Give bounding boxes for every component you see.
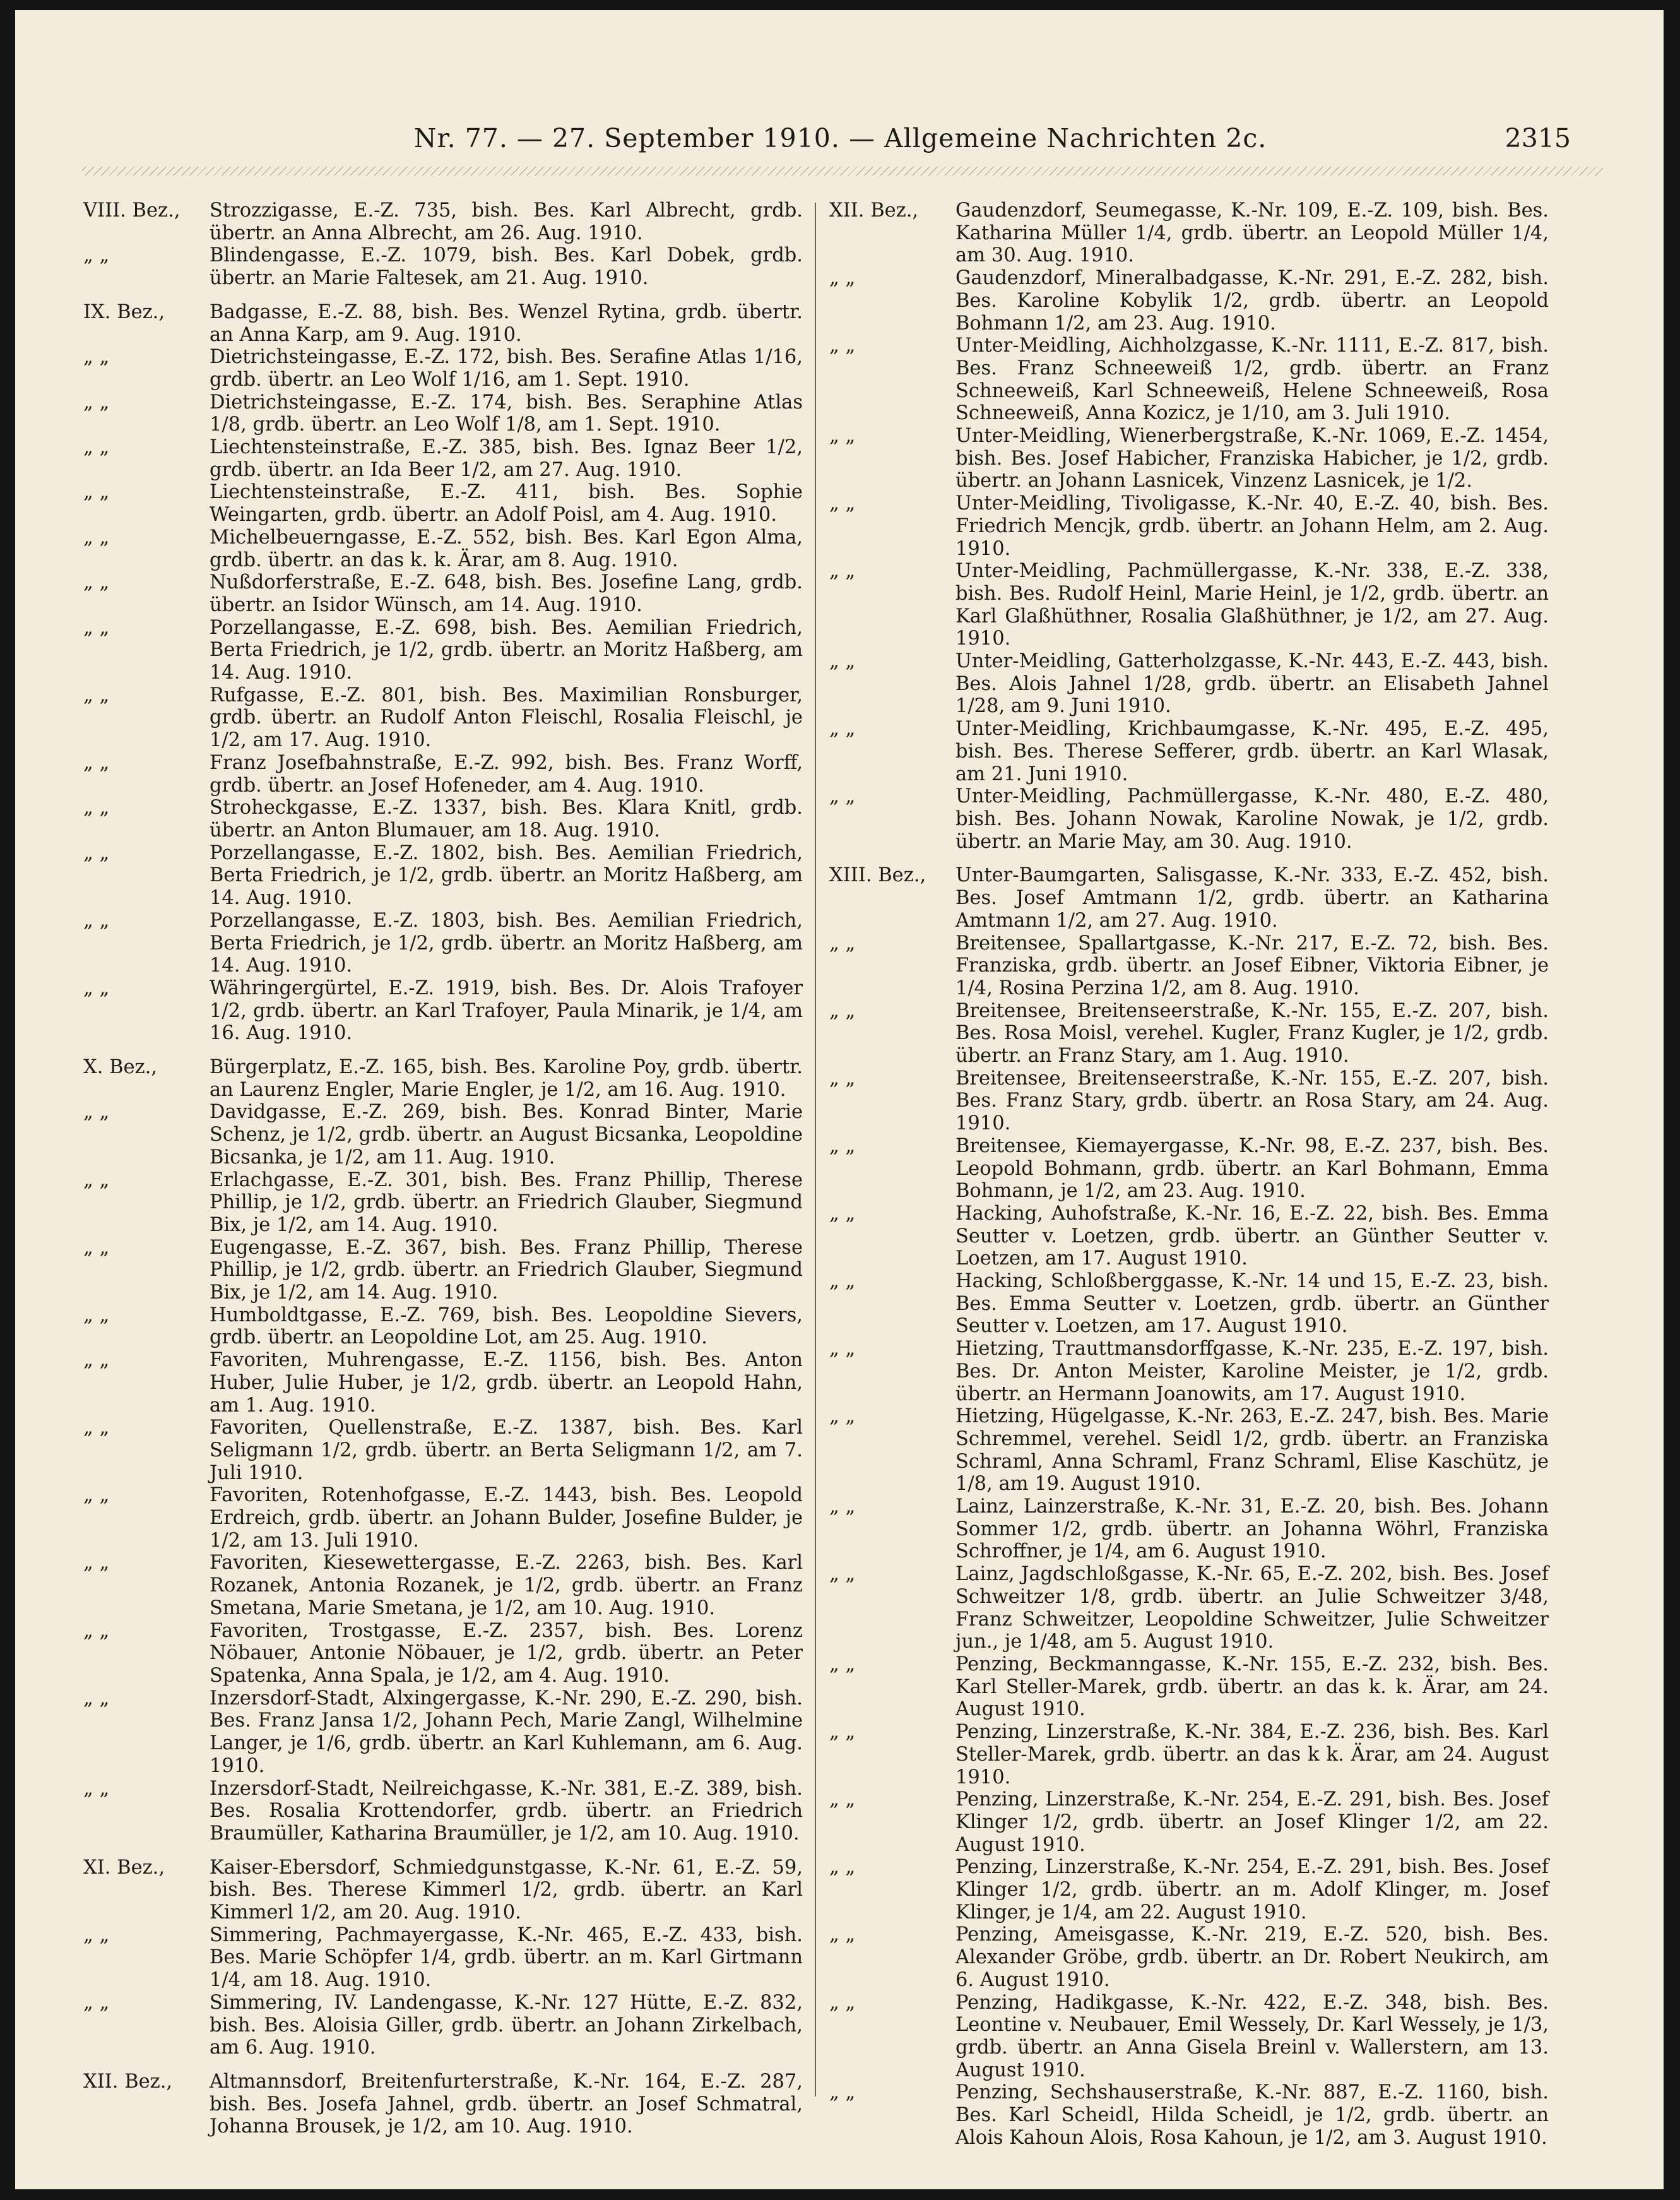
entry-district-label: „ „ — [829, 1495, 856, 1518]
entry-text: Favoriten, Muhrengasse, E.-Z. 1156, bish. Bes. Anton Huber, Julie Huber, je 1/2, grdb. übertr. an Leopold Hahn, am 1. Aug. 1910. — [210, 1349, 803, 1417]
entry-text: Altmannsdorf, Breitenfurterstraße, K.-Nr. 164, E.-Z. 287, bish. Bes. Josefa Jahnel, grdb. übertr. an Josef Schmatral, Johanna Brousek, je 1/2, am 10. Aug. 1910. — [210, 2070, 803, 2138]
entry-text: Penzing, Sechshauserstraße, K.-Nr. 887, E.-Z. 1160, bish. Bes. Karl Scheidl, Hilda Scheidl, je 1/2, grdb. übertr. an Alois Kahoun Alois, Rosa Kahoun, je 1/2, am 3. August 1910. — [955, 2081, 1549, 2149]
entry-district-label: „ „ — [83, 571, 110, 594]
entry-district-label: „ „ — [83, 1991, 110, 2014]
entry-district-label: „ „ — [829, 1405, 856, 1428]
column-divider — [815, 203, 816, 2096]
entry-text: Erlachgasse, E.-Z. 301, bish. Bes. Franz Phillip, Therese Phillip, je 1/2, grdb. übertr. an Friedrich Glauber, Siegmund Bix, je 1/2, am 14. Aug. 1910. — [210, 1168, 803, 1236]
entry-district-label: „ „ — [83, 1484, 110, 1507]
header-title: Nr. 77. — 27. September 1910. — Allgemeine Nachrichten 2c. — [413, 123, 1267, 153]
entry-text: Favoriten, Quellenstraße, E.-Z. 1387, bish. Bes. Karl Seligmann 1/2, grdb. übertr. an Berta Seligmann 1/2, am 7. Juli 1910. — [210, 1417, 803, 1484]
register-entry — [829, 1495, 1549, 1563]
entry-text: Bürgerplatz, E.-Z. 165, bish. Bes. Karoline Poy, grdb. übertr. an Laurenz Engler, Marie Engler, je 1/2, am 16. Aug. 1910. — [210, 1056, 803, 1101]
entry-text: Eugengasse, E.-Z. 367, bish. Bes. Franz Phillip, Therese Phillip, je 1/2, grdb. übertr. an Friedrich Glauber, Siegmund Bix, je 1/2, am 14. Aug. 1910. — [210, 1236, 803, 1304]
entry-text: Lainz, Jagdschloßgasse, K.-Nr. 65, E.-Z. 202, bish. Bes. Josef Schweitzer 1/8, grdb. übertr. an Julie Schweitzer 3/48, Franz Schweitzer, Leopoldine Schweitzer, Julie Schweitzer jun., je 1/48, am 5. August 1910. — [955, 1563, 1549, 1653]
entry-text: Breitensee, Breitenseerstraße, K.-Nr. 155, E.-Z. 207, bish. Bes. Franz Stary, grdb. übertr. an Rosa Stary, am 24. Aug. 1910. — [955, 1067, 1549, 1135]
entry-text: Favoriten, Kiesewettergasse, E.-Z. 2263, bish. Bes. Karl Rozanek, Antonia Rozanek, je 1/2, grdb. übertr. an Franz Smetana, Marie Smetana, je 1/2, am 10. Aug. 1910. — [210, 1552, 803, 1619]
register-entry — [83, 481, 803, 526]
register-entry — [829, 785, 1549, 853]
entry-district-label: „ „ — [83, 1101, 110, 1124]
entry-district-label: „ „ — [829, 1134, 856, 1157]
register-entry — [83, 752, 803, 797]
register-entry — [829, 1856, 1549, 1924]
entry-text: Gaudenzdorf, Mineralbadgasse, K.-Nr. 291, E.-Z. 282, bish. Bes. Karoline Kobylik 1/2, grdb. übertr. an Leopold Bohmann 1/2, am 23. Aug. 1910. — [955, 267, 1549, 335]
entry-text: Porzellangasse, E.-Z. 1802, bish. Bes. Aemilian Friedrich, Berta Friedrich, je 1/2, grdb. übertr. an Moritz Haßberg, am 14. Aug. 1910. — [210, 841, 803, 910]
entry-district-label: „ „ — [829, 650, 856, 673]
entry-district-label: „ „ — [83, 1924, 110, 1946]
entry-text: Unter-Meidling, Pachmüllergasse, K.-Nr. 338, E.-Z. 338, bish. Bes. Rudolf Heinl, Marie Heinl, je 1/2, grdb. übertr. an Karl Glaßhüthner, Rosalia Glaßhüthner, je 1/2, am 27. Aug. 1910. — [955, 560, 1549, 650]
entry-district-label: „ „ — [829, 785, 856, 808]
register-entry — [83, 1620, 803, 1687]
entry-text: Dietrichsteingasse, E.-Z. 172, bish. Bes. Serafine Atlas 1/16, grdb. übertr. an Leo Wolf 1/16, am 1. Sept. 1910. — [210, 346, 803, 391]
entry-district-label: „ „ — [83, 616, 110, 639]
entry-text: Lainz, Lainzerstraße, K.-Nr. 31, E.-Z. 20, bish. Bes. Johann Sommer 1/2, grdb. übertr. an Johanna Wöhrl, Franziska Schroffner, je 1/4, am 6. August 1910. — [955, 1495, 1549, 1563]
entry-district-label: XII. Bez., — [829, 199, 919, 222]
register-entry — [83, 1552, 803, 1619]
entry-text: Hietzing, Hügelgasse, K.-Nr. 263, E.-Z. 247, bish. Bes. Marie Schremmel, verehel. Seidl 1/2, grdb. übertr. an Franziska Schraml, Anna Schraml, Franz Schraml, Elise Kaschütz, je 1/8, am 19. August 1910. — [955, 1405, 1549, 1495]
entry-district-label: „ „ — [829, 425, 856, 448]
entry-district-label: VIII. Bez., — [83, 199, 180, 222]
register-entry — [829, 1924, 1549, 1991]
entry-district-label: IX. Bez., — [83, 300, 165, 323]
register-entry — [83, 684, 803, 752]
register-entry — [83, 1349, 803, 1417]
entry-district-label: „ „ — [83, 841, 110, 864]
entry-text: Blindengasse, E.-Z. 1079, bish. Bes. Karl Dobek, grdb. übertr. an Marie Faltesek, am 21. Aug. 1910. — [210, 244, 803, 290]
entry-district-label: „ „ — [83, 1619, 110, 1642]
register-entry — [83, 1169, 803, 1237]
entry-text: Breitensee, Spallartgasse, K.-Nr. 217, E.-Z. 72, bish. Bes. Franziska, grdb. übertr. an Josef Eibner, Viktoria Eibner, je 1/4, Rosina Perzina 1/2, am 8. Aug. 1910. — [955, 932, 1549, 999]
entry-district-label: XIII. Bez., — [829, 864, 926, 887]
left-column — [83, 199, 803, 2138]
entry-district-label: „ „ — [83, 346, 110, 369]
document-page — [15, 10, 1664, 2189]
entry-text: Nußdorferstraße, E.-Z. 648, bish. Bes. Josefine Lang, grdb. übertr. an Isidor Wünsch, am 14. Aug. 1910. — [210, 571, 803, 616]
register-entry — [83, 436, 803, 481]
register-entry — [83, 617, 803, 684]
entry-text: Hacking, Schloßberggasse, K.-Nr. 14 und 15, E.-Z. 23, bish. Bes. Emma Seutter v. Loetzen, grdb. übertr. an Günther Seutter v. Loetzen, am 17. August 1910. — [955, 1270, 1549, 1338]
register-entry — [83, 571, 803, 616]
register-entry — [829, 267, 1549, 335]
entry-text: Breitensee, Breitenseerstraße, K.-Nr. 155, E.-Z. 207, bish. Bes. Rosa Moisl, verehel. Kugler, Franz Kugler, je 1/2, grdb. übertr. an Franz Stary, am 1. Aug. 1910. — [955, 999, 1549, 1067]
entry-text: Davidgasse, E.-Z. 269, bish. Bes. Konrad Binter, Marie Schenz, je 1/2, grdb. übertr. an August Bicsanka, Leopoldine Bicsanka, je 1/2, am 11. Aug. 1910. — [210, 1101, 803, 1168]
entry-district-label: „ „ — [829, 1991, 856, 2014]
entry-text: Liechtensteinstraße, E.-Z. 411, bish. Bes. Sophie Weingarten, grdb. übertr. an Adolf Poisl, am 4. Aug. 1910. — [210, 481, 803, 526]
register-entry — [83, 1857, 803, 1924]
entry-district-label: „ „ — [83, 751, 110, 774]
register-entry — [83, 199, 803, 244]
entry-text: Unter-Meidling, Pachmüllergasse, K.-Nr. 480, E.-Z. 480, bish. Bes. Johann Nowak, Karoline Nowak, je 1/2, grdb. übertr. an Marie May, am 30. Aug. 1910. — [955, 785, 1549, 853]
header-rule — [82, 167, 1603, 175]
register-entry — [83, 842, 803, 910]
entry-text: Breitensee, Kiemayergasse, K.-Nr. 98, E.-Z. 237, bish. Bes. Leopold Bohmann, grdb. übertr. an Karl Bohmann, Emma Bohmann, je 1/2, am 23. Aug. 1910. — [955, 1134, 1549, 1203]
register-entry — [829, 650, 1549, 718]
entry-text: Humboldtgasse, E.-Z. 769, bish. Bes. Leopoldine Sievers, grdb. übertr. an Leopoldine Lot, am 25. Aug. 1910. — [210, 1304, 803, 1349]
entry-district-label: „ „ — [83, 1236, 110, 1259]
register-entry — [83, 1056, 803, 1101]
entry-text: Unter-Meidling, Wienerbergstraße, K.-Nr. 1069, E.-Z. 1454, bish. Bes. Josef Habicher, Franziska Habicher, je 1/2, grdb. übertr. an Johann Lasnicek, Vinzenz Lasnicek, je 1/2. — [955, 425, 1549, 492]
register-entry — [83, 797, 803, 841]
entry-district-label: „ „ — [83, 684, 110, 706]
entry-text: Unter-Meidling, Krichbaumgasse, K.-Nr. 495, E.-Z. 495, bish. Bes. Therese Sefferer, grdb. übertr. an Karl Wlasak, am 21. Juni 1910. — [955, 718, 1549, 785]
page-header — [110, 121, 1571, 156]
entry-text: Porzellangasse, E.-Z. 1803, bish. Bes. Aemilian Friedrich, Berta Friedrich, je 1/2, grdb. übertr. an Moritz Haßberg, am 14. Aug. 1910. — [210, 909, 803, 977]
entry-text: Simmering, Pachmayergasse, K.-Nr. 465, E.-Z. 433, bish. Bes. Marie Schöpfer 1/4, grdb. übertr. an m. Karl Girtmann 1/4, am 18. Aug. 1910. — [210, 1924, 803, 1992]
entry-text: Penzing, Linzerstraße, K.-Nr. 384, E.-Z. 236, bish. Bes. Karl Steller-Marek, grdb. übertr. an das k k. Ärar, am 24. August 1910. — [955, 1721, 1549, 1788]
register-entry — [83, 977, 803, 1045]
entry-text: Währingergürtel, E.-Z. 1919, bish. Bes. Dr. Alois Trafoyer 1/2, grdb. übertr. an Karl Trafoyer, Paula Minarik, je 1/4, am 16. Aug. 1910. — [210, 977, 803, 1045]
entry-text: Penzing, Hadikgasse, K.-Nr. 422, E.-Z. 348, bish. Bes. Leontine v. Neubauer, Emil Wessely, Dr. Karl Wessely, je 1/3, grdb. übertr. an Anna Gisela Breinl v. Wallerstern, am 13. August 1910. — [955, 1991, 1549, 2081]
entry-district-label: „ „ — [83, 797, 110, 819]
register-entry — [829, 1338, 1549, 1405]
register-entry — [829, 1563, 1549, 1653]
entry-text: Dietrichsteingasse, E.-Z. 174, bish. Bes. Seraphine Atlas 1/8, grdb. übertr. an Leo Wolf 1/8, am 1. Sept. 1910. — [210, 391, 803, 436]
entry-text: Stroheckgasse, E.-Z. 1337, bish. Bes. Klara Knitl, grdb. übertr. an Anton Blumauer, am 18. Aug. 1910. — [210, 797, 803, 841]
entry-text: Unter-Meidling, Tivoligasse, K.-Nr. 40, E.-Z. 40, bish. Bes. Friedrich Mencjk, grdb. übertr. an Johann Helm, am 2. Aug. 1910. — [955, 492, 1549, 560]
entry-text: Hietzing, Trauttmansdorffgasse, K.-Nr. 235, E.-Z. 197, bish. Bes. Dr. Anton Meister, Karoline Meister, je 1/2, grdb. übertr. an Hermann Joanowits, am 17. August 1910. — [955, 1338, 1549, 1405]
entry-text: Inzersdorf-Stadt, Neilreichgasse, K.-Nr. 381, E.-Z. 389, bish. Bes. Rosalia Krottendorfer, grdb. übertr. an Friedrich Braumüller, Katharina Braumüller, je 1/2, am 10. Aug. 1910. — [210, 1777, 803, 1845]
entry-district-label: XII. Bez., — [83, 2070, 173, 2093]
entry-district-label: „ „ — [83, 436, 110, 459]
register-entry — [83, 526, 803, 571]
register-entry — [83, 1992, 803, 2059]
entry-district-label: „ „ — [829, 1202, 856, 1225]
entry-district-label: „ „ — [83, 526, 110, 549]
register-entry — [83, 1778, 803, 1845]
entry-text: Badgasse, E.-Z. 88, bish. Bes. Wenzel Rytina, grdb. übertr. an Anna Karp, am 9. Aug. 1910. — [210, 300, 803, 346]
entry-text: Porzellangasse, E.-Z. 698, bish. Bes. Aemilian Friedrich, Berta Friedrich, je 1/2, grdb. übertr. an Moritz Haßberg, am 14. Aug. 1910. — [210, 616, 803, 684]
entry-district-label: „ „ — [83, 1349, 110, 1372]
register-entry — [83, 1924, 803, 1992]
register-entry — [83, 910, 803, 977]
page-number: 2315 — [1505, 123, 1571, 153]
register-entry — [829, 199, 1549, 267]
register-entry — [829, 1135, 1549, 1203]
entry-district-label: „ „ — [83, 1168, 110, 1191]
entry-text: Favoriten, Rotenhofgasse, E.-Z. 1443, bish. Bes. Leopold Erdreich, grdb. übertr. an Johann Bulder, Josefine Bulder, je 1/2, am 13. Juli 1910. — [210, 1484, 803, 1552]
register-entry — [829, 932, 1549, 1000]
entry-district-label: „ „ — [83, 977, 110, 999]
entry-text: Strozzigasse, E.-Z. 735, bish. Bes. Karl Albrecht, grdb. übertr. an Anna Albrecht, am 26. Aug. 1910. — [210, 199, 803, 244]
register-entry — [83, 1687, 803, 1778]
entry-district-label: X. Bez., — [83, 1056, 158, 1079]
register-entry — [83, 391, 803, 436]
register-entry — [83, 301, 803, 346]
entry-district-label: „ „ — [83, 1552, 110, 1574]
entry-text: Inzersdorf-Stadt, Alxingergasse, K.-Nr. 290, E.-Z. 290, bish. Bes. Franz Jansa 1/2, Johann Pech, Marie Zangl, Wilhelmine Langer, je 1/6, grdb. übertr. an Karl Kuhlemann, am 6. Aug. 1910. — [210, 1687, 803, 1777]
entry-district-label: „ „ — [83, 244, 110, 267]
register-entry — [829, 1721, 1549, 1788]
register-entry — [829, 1653, 1549, 1721]
register-entry — [83, 1417, 803, 1484]
entry-district-label: „ „ — [83, 1304, 110, 1326]
register-entry — [829, 425, 1549, 492]
right-column — [829, 199, 1549, 2149]
register-entry — [83, 1484, 803, 1552]
entry-text: Unter-Meidling, Aichholzgasse, K.-Nr. 1111, E.-Z. 817, bish. Bes. Franz Schneeweiß 1/2, grdb. übertr. an Franz Schneeweiß, Karl Schneeweiß, Helene Schneeweiß, Rosa Schneeweiß, Anna Kozicz, je 1/10, am 3. Juli 1910. — [955, 335, 1549, 425]
entry-text: Penzing, Beckmanngasse, K.-Nr. 155, E.-Z. 232, bish. Bes. Karl Steller-Marek, grdb. übertr. an das k. k. Ärar, am 24. August 1910. — [955, 1653, 1549, 1721]
register-entry — [829, 335, 1549, 425]
entry-text: Unter-Baumgarten, Salisgasse, K.-Nr. 333, E.-Z. 452, bish. Bes. Josef Amtmann 1/2, grdb. übertr. an Katharina Amtmann 1/2, am 27. Aug. 1910. — [955, 864, 1549, 932]
register-entry — [829, 1203, 1549, 1270]
entry-text: Kaiser-Ebersdorf, Schmiedgunstgasse, K.-Nr. 61, E.-Z. 59, bish. Bes. Therese Kimmerl 1/2, grdb. übertr. an Karl Kimmerl 1/2, am 20. Aug. 1910. — [210, 1856, 803, 1924]
register-entry — [83, 244, 803, 289]
entry-district-label: „ „ — [829, 267, 856, 290]
entry-text: Franz Josefbahnstraße, E.-Z. 992, bish. Bes. Franz Worff, grdb. übertr. an Josef Hofeneder, am 4. Aug. 1910. — [210, 751, 803, 797]
entry-district-label: „ „ — [83, 1777, 110, 1800]
entry-text: Favoriten, Trostgasse, E.-Z. 2357, bish. Bes. Lorenz Nöbauer, Antonie Nöbauer, je 1/2, grdb. übertr. an Peter Spatenka, Anna Spala, je 1/2, am 4. Aug. 1910. — [210, 1619, 803, 1687]
entry-text: Unter-Meidling, Gatterholzgasse, K.-Nr. 443, E.-Z. 443, bish. Bes. Alois Jahnel 1/28, grdb. übertr. an Elisabeth Jahnel 1/28, am 9. Juni 1910. — [955, 650, 1549, 718]
register-entry — [83, 2071, 803, 2138]
register-entry — [829, 492, 1549, 560]
entry-district-label: „ „ — [829, 560, 856, 583]
register-entry — [829, 864, 1549, 932]
register-entry — [829, 560, 1549, 650]
entry-district-label: „ „ — [829, 1653, 856, 1675]
entry-district-label: „ „ — [829, 718, 856, 740]
entry-text: Gaudenzdorf, Seumegasse, K.-Nr. 109, E.-Z. 109, bish. Bes. Katharina Müller 1/4, grdb. übertr. an Leopold Müller 1/4, am 30. Aug. 1910. — [955, 199, 1549, 267]
entry-district-label: „ „ — [829, 335, 856, 357]
entry-district-label: „ „ — [829, 1270, 856, 1293]
entry-district-label: „ „ — [829, 1856, 856, 1879]
register-entry — [829, 1067, 1549, 1135]
entry-district-label: „ „ — [829, 1067, 856, 1090]
entry-text: Penzing, Ameisgasse, K.-Nr. 219, E.-Z. 520, bish. Bes. Alexander Gröbe, grdb. übertr. an Dr. Robert Neukirch, am 6. August 1910. — [955, 1924, 1549, 1991]
entry-district-label: „ „ — [829, 1563, 856, 1586]
entry-district-label: „ „ — [829, 2081, 856, 2104]
entry-district-label: „ „ — [829, 1788, 856, 1811]
register-entry — [829, 1405, 1549, 1495]
entry-district-label: „ „ — [83, 481, 110, 504]
entry-text: Penzing, Linzerstraße, K.-Nr. 254, E.-Z. 291, bish. Bes. Josef Klinger 1/2, grdb. übertr. an m. Adolf Klinger, m. Josef Klinger, je 1/4, am 22. August 1910. — [955, 1856, 1549, 1924]
entry-text: Michelbeuerngasse, E.-Z. 552, bish. Bes. Karl Egon Alma, grdb. übertr. an das k. k. Ärar, am 8. Aug. 1910. — [210, 526, 803, 571]
entry-district-label: „ „ — [829, 1721, 856, 1744]
entry-text: Liechtensteinstraße, E.-Z. 385, bish. Bes. Ignaz Beer 1/2, grdb. übertr. an Ida Beer 1/2, am 27. Aug. 1910. — [210, 436, 803, 481]
entry-district-label: „ „ — [83, 1687, 110, 1709]
register-entry — [83, 1304, 803, 1349]
entry-district-label: „ „ — [83, 909, 110, 932]
register-entry — [829, 1000, 1549, 1067]
entry-text: Hacking, Auhofstraße, K.-Nr. 16, E.-Z. 22, bish. Bes. Emma Seutter v. Loetzen, grdb. übertr. an Günther Seutter v. Loetzen, am 17. August 1910. — [955, 1202, 1549, 1270]
register-entry — [829, 718, 1549, 785]
entry-district-label: „ „ — [83, 391, 110, 413]
entry-district-label: „ „ — [829, 492, 856, 515]
entry-district-label: „ „ — [83, 1417, 110, 1439]
register-entry — [829, 1788, 1549, 1856]
entry-district-label: „ „ — [829, 1924, 856, 1946]
entry-district-label: „ „ — [829, 1338, 856, 1360]
register-entry — [83, 346, 803, 391]
entry-text: Rufgasse, E.-Z. 801, bish. Bes. Maximilian Ronsburger, grdb. übertr. an Rudolf Anton Fleischl, Rosalia Fleischl, je 1/2, am 17. Aug. 1910. — [210, 684, 803, 752]
register-entry — [829, 1270, 1549, 1338]
entry-district-label: „ „ — [829, 932, 856, 954]
register-entry — [829, 2081, 1549, 2149]
entry-district-label: XI. Bez., — [83, 1856, 165, 1879]
entry-text: Simmering, IV. Landengasse, K.-Nr. 127 Hütte, E.-Z. 832, bish. Bes. Aloisia Giller, grdb. übertr. an Johann Zirkelbach, am 6. Aug. 1910. — [210, 1991, 803, 2059]
entry-district-label: „ „ — [829, 999, 856, 1022]
register-entry — [83, 1237, 803, 1304]
register-entry — [83, 1101, 803, 1168]
register-entry — [829, 1992, 1549, 2082]
entry-text: Penzing, Linzerstraße, K.-Nr. 254, E.-Z. 291, bish. Bes. Josef Klinger 1/2, grdb. übertr. an Josef Klinger 1/2, am 22. August 1910. — [955, 1788, 1549, 1856]
